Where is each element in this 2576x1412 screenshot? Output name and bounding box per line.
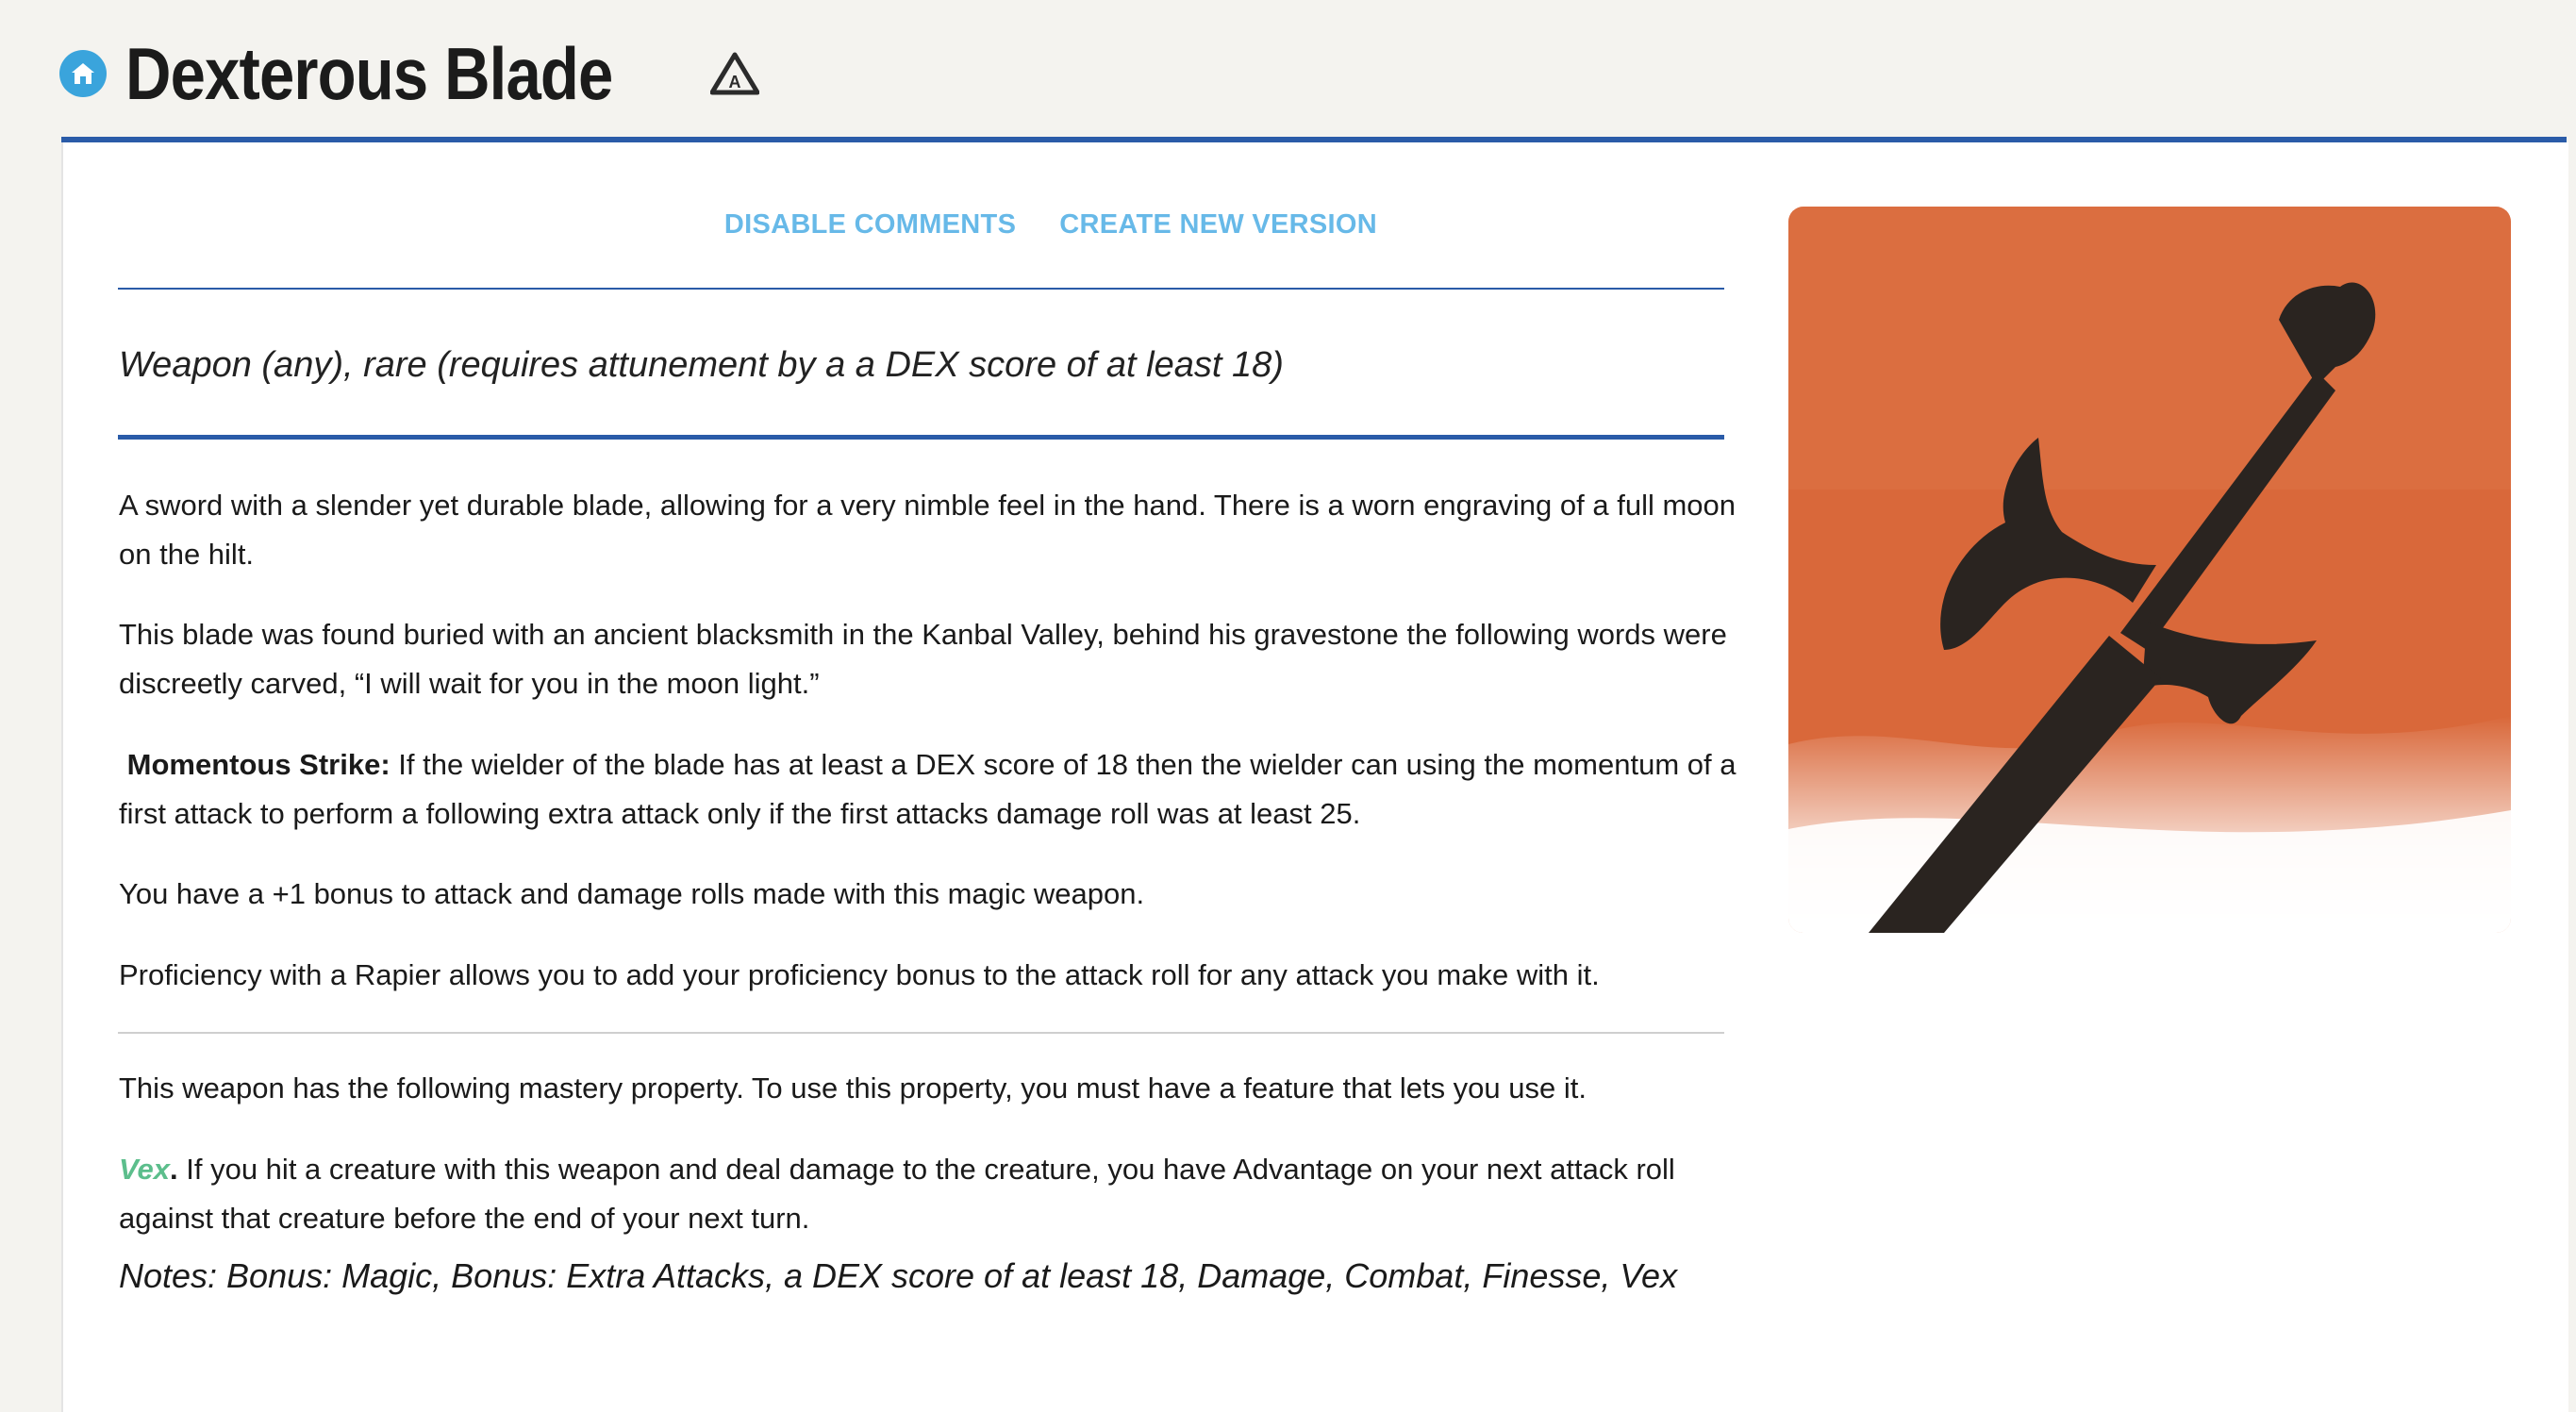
home-glyph xyxy=(69,59,97,88)
home-icon[interactable] xyxy=(59,50,107,97)
legacy-icon-letter: A xyxy=(728,73,741,91)
subtitle-top-divider xyxy=(118,288,1724,290)
create-new-version-link[interactable]: CREATE NEW VERSION xyxy=(1059,209,1377,240)
mastery-vex-paragraph xyxy=(119,1145,1741,1243)
vex-text: If you hit a creature with this weapon and deal damage to the creature, you have Advantage on your next attack roll against that creature before the end of your next turn. xyxy=(119,1153,1675,1235)
subtitle-bottom-divider xyxy=(118,435,1724,440)
momentous-strike-label: Momentous Strike: xyxy=(126,748,391,781)
legacy-triangle-icon xyxy=(710,52,759,95)
sword-silhouette-icon xyxy=(1788,207,2511,933)
description-paragraph-2: This blade was found buried with an ancient blacksmith in the Kanbal Valley, behind his gravestone the following words were discreetly carved, “I will wait for you in the moon light.” xyxy=(119,618,1727,700)
mastery-intro: This weapon has the following mastery property. To use this property, you must have a feature that lets you use it. xyxy=(119,1071,1587,1105)
mastery-divider xyxy=(118,1032,1724,1034)
description-paragraph-4: You have a +1 bonus to attack and damage rolls made with this magic weapon. xyxy=(119,877,1145,910)
vex-link[interactable]: Vex xyxy=(119,1153,171,1186)
disable-comments-link[interactable]: DISABLE COMMENTS xyxy=(723,209,1017,240)
action-links xyxy=(724,209,1377,241)
momentous-strike-paragraph xyxy=(119,740,1741,839)
description-paragraph-1: A sword with a slender yet durable blade, allowing for a very nimble feel in the hand. There is a worn engraving of a full moon on the hilt. xyxy=(119,489,1737,571)
momentous-strike-text: If the wielder of the blade has at least a DEX score of 18 then the wielder can using the momentum of a first attack to perform a following extra attack only if the first attacks damage roll was at least 25. xyxy=(119,748,1737,830)
page-title: Dexterous Blade xyxy=(125,32,613,115)
description-paragraph-5: Proficiency with a Rapier allows you to add your proficiency bonus to the attack roll for any attack you make with it. xyxy=(119,958,1600,991)
page-header xyxy=(59,26,759,121)
item-subtitle: Weapon (any), rare (requires attunement by a a DEX score of at least 18) xyxy=(119,345,1284,385)
vex-separator: . xyxy=(170,1153,178,1186)
item-notes: Notes: Bonus: Magic, Bonus: Extra Attacks, a DEX score of at least 18, Damage, Combat, Finesse, Vex xyxy=(119,1256,1678,1295)
